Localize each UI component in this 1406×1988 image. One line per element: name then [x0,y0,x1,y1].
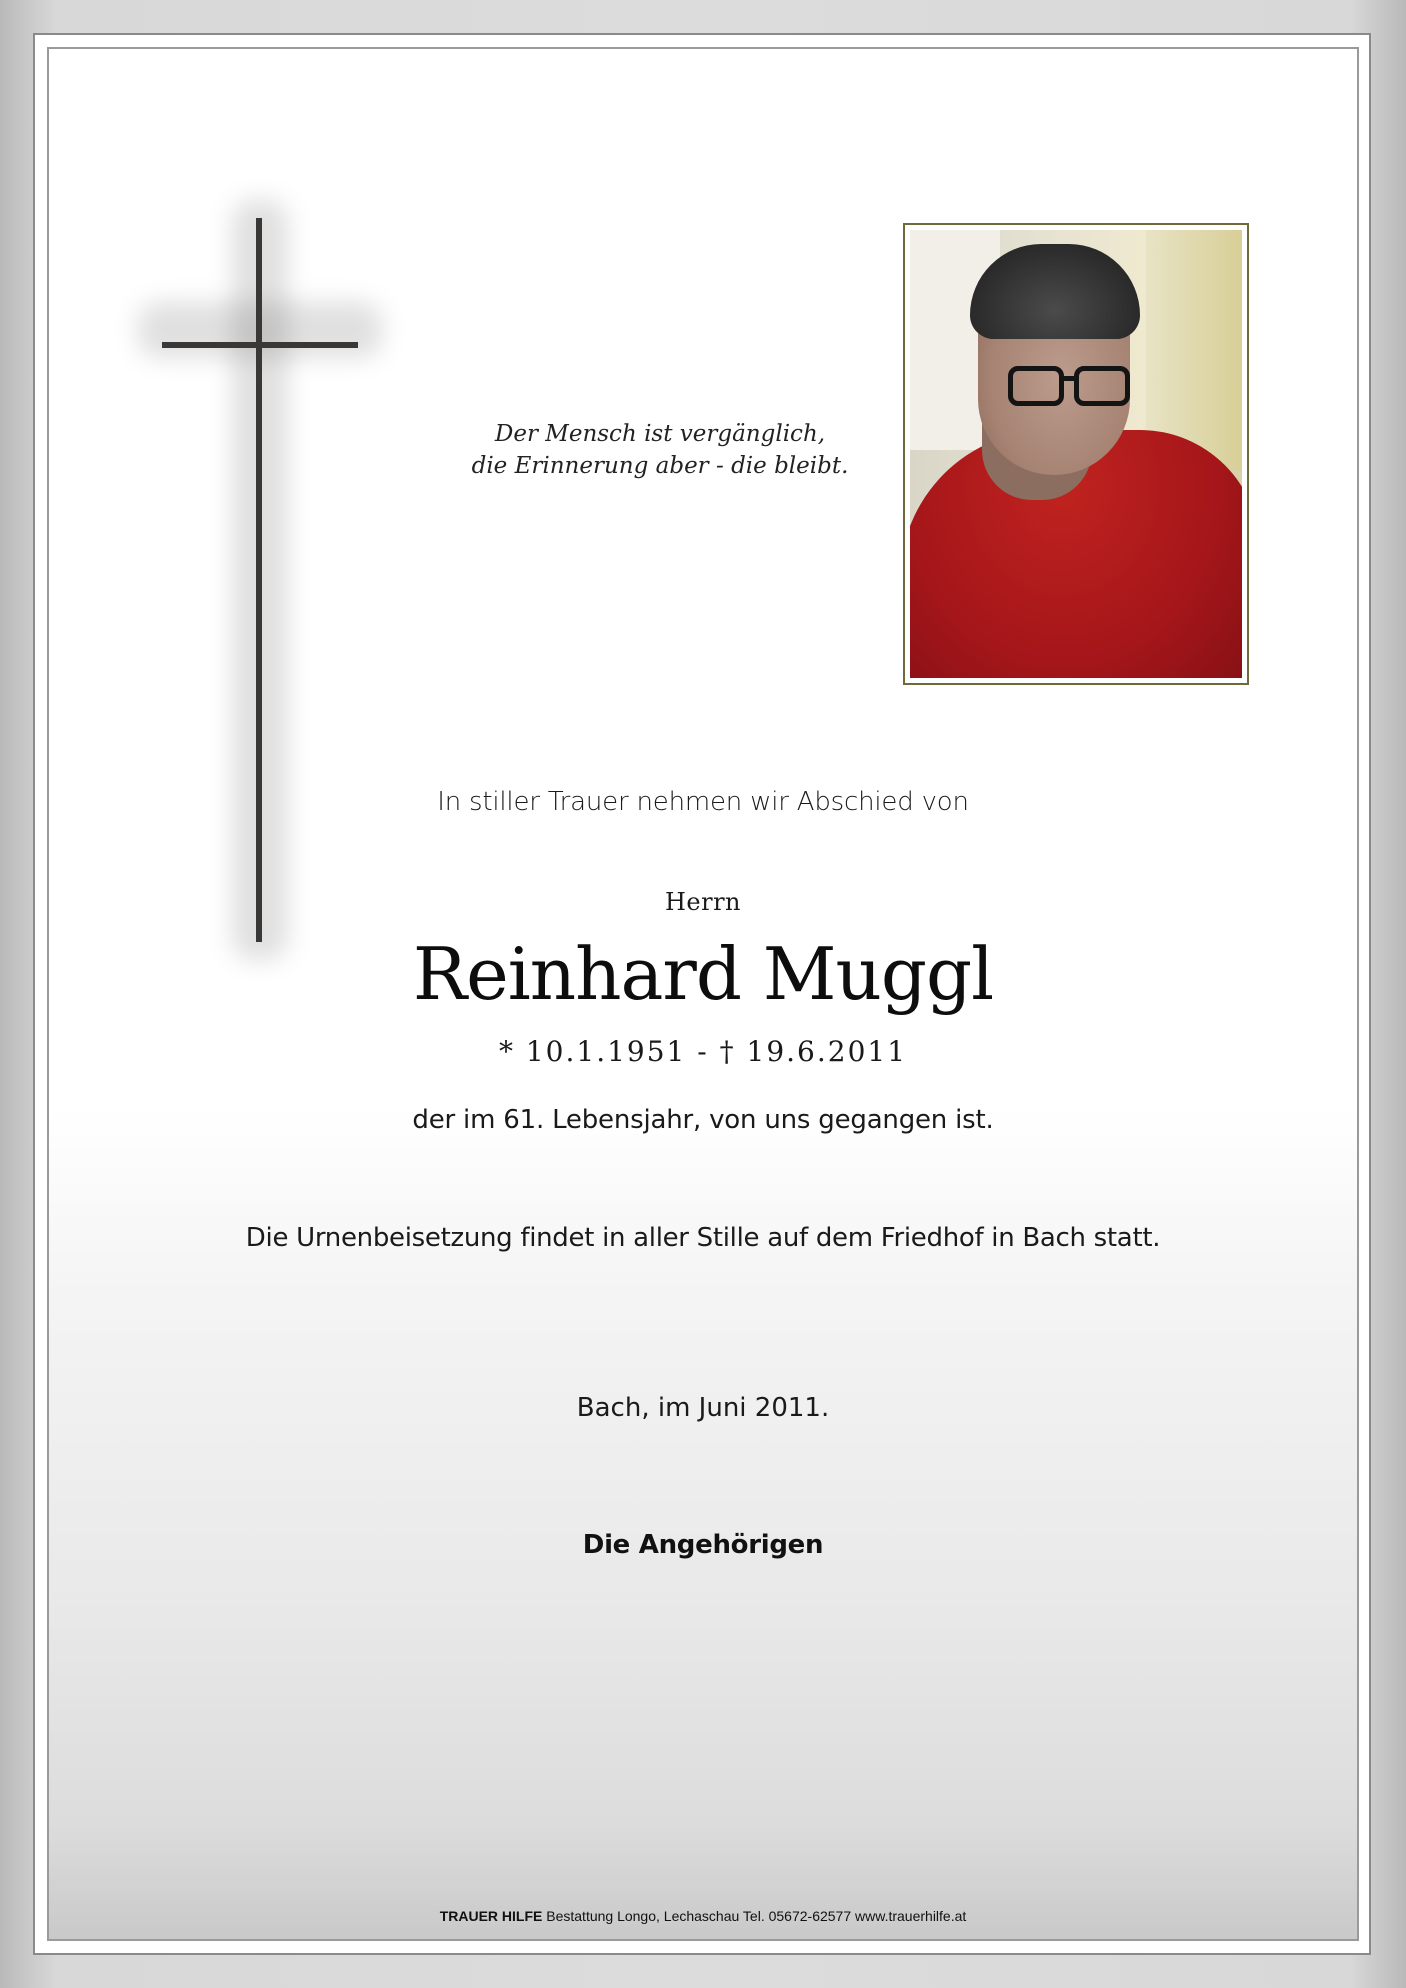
life-dates: * 10.1.1951 - † 19.6.2011 [498,1035,908,1068]
footer-details: Bestattung Longo, Lechaschau Tel. 05672-62577 www.trauerhilfe.at [542,1908,967,1924]
cross-icon [140,210,380,950]
quote-line-2: die Erinnerung aber - die bleibt. [471,453,849,479]
place-date: Bach, im Juni 2011. [576,1393,830,1423]
cross-vertical-beam [256,218,262,942]
deceased-name: Reinhard Muggl [412,932,994,1016]
intro-text: In stiller Trauer nehmen wir Abschied von [437,787,969,817]
cross-horizontal-beam [162,342,358,348]
footer-brand: TRAUER HILFE [439,1908,543,1924]
footer [47,1906,1359,1926]
portrait-photo [910,230,1242,678]
quote-line-1: Der Mensch ist vergänglich, [494,421,826,447]
glasses-icon [1008,366,1064,406]
portrait-frame [903,223,1249,685]
memorial-quote [440,418,880,482]
burial-line: Die Urnenbeisetzung findet in aller Stille auf dem Friedhof in Bach statt. [245,1223,1161,1253]
signature: Die Angehörigen [582,1530,824,1560]
age-line: der im 61. Lebensjahr, von uns gegangen ist. [412,1105,994,1135]
salutation: Herrn [664,888,742,916]
